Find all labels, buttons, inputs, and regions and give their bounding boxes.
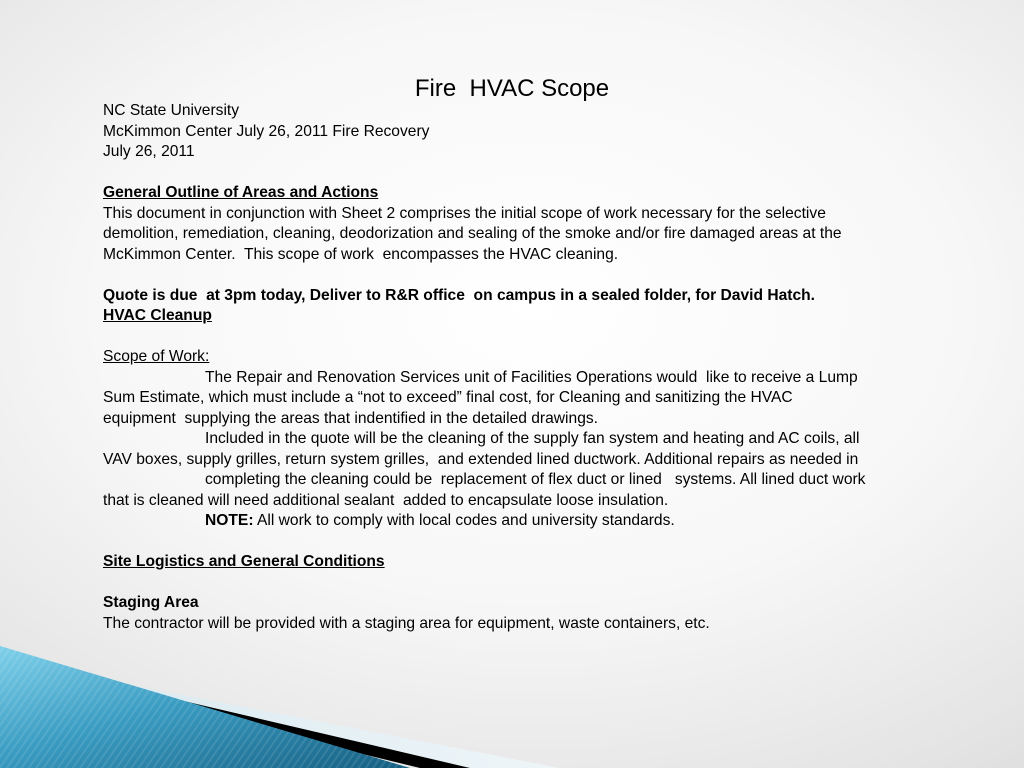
spacer xyxy=(103,532,943,553)
staging-text: The contractor will be provided with a staging area for equipment, waste containers, etc. xyxy=(103,614,710,632)
outline-line: This document in conjunction with Sheet 2 comprises the initial scope of work necessary for the selective xyxy=(103,204,826,222)
corner-decoration xyxy=(0,640,1024,768)
scope-paragraph-line: Sum Estimate, which must include a “not to exceed” final cost, for Cleaning and sanitizing the HVAC xyxy=(103,389,793,406)
scope-heading: Scope of Work: xyxy=(103,348,210,365)
scope-paragraph-line: that is cleaned will need additional sealant added to encapsulate loose insulation. xyxy=(103,491,669,509)
spacer xyxy=(103,163,943,184)
blue-wedge-texture xyxy=(0,646,410,768)
note-line xyxy=(103,511,943,532)
scope-paragraph-line: The Repair and Renovation Services unit of Facilities Operations would like to receive a Lump xyxy=(205,368,858,386)
scope-paragraph-line: equipment supplying the areas that indentified in the detailed drawings. xyxy=(103,409,598,427)
note-label: NOTE: xyxy=(205,512,254,529)
note-text: All work to comply with local codes and university standards. xyxy=(253,512,675,529)
slide-title: Fire HVAC Scope xyxy=(414,75,610,102)
logistics-heading: Site Logistics and General Conditions xyxy=(103,553,385,570)
spacer xyxy=(103,265,943,286)
scope-paragraph-line: Included in the quote will be the cleaning of the supply fan system and heating and AC coils, all xyxy=(205,430,860,447)
staging-heading: Staging Area xyxy=(103,594,199,611)
document-body xyxy=(103,101,943,634)
hvac-cleanup-heading: HVAC Cleanup xyxy=(103,307,212,324)
scope-paragraph-line: completing the cleaning could be replacement of flex duct or lined systems. All lined duct work xyxy=(205,471,866,488)
quote-due-line: Quote is due at 3pm today, Deliver to R&R office on campus in a sealed folder, for David Hatch. xyxy=(103,286,815,304)
project-line: McKimmon Center July 26, 2011 Fire Recovery xyxy=(103,122,430,140)
scope-paragraph-line: VAV boxes, supply grilles, return system grilles, and extended lined ductwork. Additional repairs as needed in xyxy=(103,450,859,468)
outline-line: demolition, remediation, cleaning, deodorization and sealing of the smoke and/or fire damaged areas at the xyxy=(103,225,842,242)
outline-line: McKimmon Center. This scope of work encompasses the HVAC cleaning. xyxy=(103,245,619,263)
date-line: July 26, 2011 xyxy=(103,143,195,160)
spacer xyxy=(103,573,943,594)
outline-heading: General Outline of Areas and Actions xyxy=(103,184,379,201)
spacer xyxy=(103,327,943,348)
org-line: NC State University xyxy=(103,102,240,119)
